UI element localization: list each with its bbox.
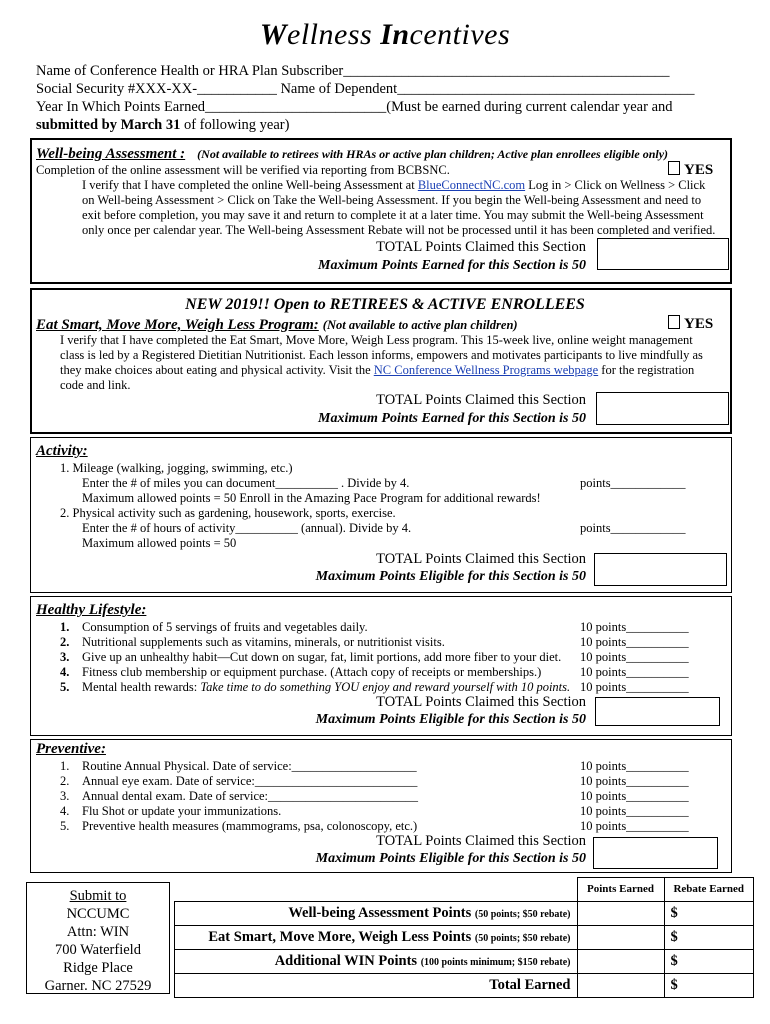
esm-header: Eat Smart, Move More, Weigh Less Program: (Not available to active plan children) [36, 317, 518, 333]
esm-max-label: Maximum Points Earned for this Section is 50 [318, 411, 586, 426]
points-field[interactable]: 10 points__________ [580, 819, 689, 833]
table-row: Well-being Assessment Points (50 points; $50 rebate) $ [175, 901, 754, 925]
healthy-title: Healthy Lifestyle: [36, 602, 147, 618]
year-points-field[interactable]: Year In Which Points Earned_________________________(Must be earned during current calendar year and [36, 99, 673, 115]
submit-to-label: Submit to [69, 888, 127, 904]
table-row [175, 973, 754, 997]
wellbeing-header: Well-being Assessment : (Not available to retirees with HRAs or active plan children; Active plan enrollees eligible only) [36, 146, 669, 162]
list-item[interactable]: 2. Annual eye exam. Date of service:__________________________ [60, 774, 418, 788]
esm-total-label: TOTAL Points Claimed this Section [376, 392, 586, 408]
submit-address [26, 882, 170, 994]
list-item: 4. Fitness club membership or equipment purchase. (Attach copy of receipts or memberships.) [60, 665, 542, 679]
activity-total-label: TOTAL Points Claimed this Section [376, 551, 586, 567]
checkbox-icon [668, 161, 680, 175]
preventive-list [60, 759, 418, 834]
total-rebate-cell[interactable]: $ [664, 973, 754, 997]
healthy-list [60, 620, 570, 695]
activity-title: Activity: [36, 443, 88, 459]
list-item: 5. Mental health rewards: Take time to do something YOU enjoy and reward yourself with 10 points. [60, 680, 571, 694]
list-item[interactable]: 1. Routine Annual Physical. Date of service:____________________ [60, 759, 417, 773]
activity-hours-points[interactable]: points____________ [580, 521, 686, 535]
esm-total-input[interactable] [596, 392, 729, 425]
rebate-cell[interactable]: $ [664, 901, 754, 925]
list-item: 4. Flu Shot or update your immunizations. [60, 804, 282, 818]
page-title: Wellness Incentives [259, 18, 511, 51]
points-field[interactable]: 10 points__________ [580, 665, 689, 679]
total-earned-label: Total Earned [175, 973, 578, 997]
activity-hours-field[interactable]: Enter the # of hours of activity__________ (annual). Divide by 4. [82, 521, 412, 535]
summary-table [174, 877, 754, 998]
preventive-points-column [580, 759, 689, 834]
rebate-cell[interactable]: $ [664, 925, 754, 949]
wellbeing-verification-text: I verify that I have completed the online Well-being Assessment at BlueConnectNC.com Log in > Click on Wellness > Click on Well-being Assessment > Click on Take the Well-being Assessment. If you begin the Well-being Assessment and need to exit before completion, you may save it and return to complete it at a later time. You may submit the Well-being Assessment only once per calendar year. The Well-being Assessment Rebate will not be processed until it has been completed and verified. [82, 178, 716, 237]
activity-miles-field[interactable]: Enter the # of miles you can document__________ . Divide by 4. [82, 476, 410, 490]
list-item: 5. Preventive health measures (mammograms, psa, colonoscopy, etc.) [60, 819, 418, 833]
rebate-cell[interactable]: $ [664, 949, 754, 973]
ssn-dependent-field[interactable]: Social Security #XXX-XX-___________ Name of Dependent_________________________________________ [36, 81, 695, 97]
activity-mileage: 1. Mileage (walking, jogging, swimming, etc.) [60, 461, 293, 475]
points-field[interactable]: 10 points__________ [580, 680, 689, 694]
wellbeing-completion: Completion of the online assessment will be verified via reporting from BCBSNC. [36, 163, 450, 177]
list-item: 2. Nutritional supplements such as vitamins, minerals, or nutritionist visits. [60, 635, 445, 649]
wellness-webpage-link[interactable]: NC Conference Wellness Programs webpage [373, 363, 599, 377]
activity-mileage-max: Maximum allowed points = 50 Enroll in the Amazing Pace Program for additional rewards! [82, 491, 541, 505]
address-line: Garner. NC 27529 [44, 978, 152, 994]
points-field[interactable]: 10 points__________ [580, 804, 689, 818]
activity-hours-max: Maximum allowed points = 50 [82, 536, 237, 550]
wellbeing-total-label: TOTAL Points Claimed this Section [376, 239, 586, 255]
wellbeing-yes-checkbox[interactable]: YES [668, 161, 713, 179]
activity-total-input[interactable] [594, 553, 727, 586]
points-earned-cell[interactable] [577, 949, 664, 973]
points-field[interactable]: 10 points__________ [580, 650, 689, 664]
list-item: 1. Consumption of 5 servings of fruits and vegetables daily. [60, 620, 368, 634]
wellbeing-total-input[interactable] [597, 238, 729, 270]
esm-verification-text: I verify that I have completed the Eat Smart, Move More, Weigh Less program. This 15-week live, online weight management class is led by a Registered Dietitian Nutritionist. Each lesson informs, empowers and motivates participants to live mindfully as they make choices about eating and physical activity. Visit the NC Conference Wellness Programs webpage for the registration code and link. [60, 333, 703, 392]
preventive-total-input[interactable] [593, 837, 718, 869]
points-earned-cell[interactable] [577, 901, 664, 925]
total-points-cell[interactable] [577, 973, 664, 997]
healthy-total-label: TOTAL Points Claimed this Section [376, 694, 586, 710]
preventive-title: Preventive: [36, 741, 106, 757]
list-item[interactable]: 3. Annual dental exam. Date of service:________________________ [60, 789, 419, 803]
healthy-max-label: Maximum Points Eligible for this Section is 50 [315, 712, 586, 727]
points-earned-header: Points Earned [577, 878, 664, 902]
table-header-row [175, 878, 754, 902]
address-line: Attn: WIN [66, 924, 130, 940]
healthy-points-column [580, 620, 689, 695]
esm-yes-checkbox[interactable]: YES [668, 315, 713, 333]
rebate-earned-header: Rebate Earned [664, 878, 754, 902]
address-line: NCCUMC [66, 906, 130, 922]
preventive-max-label: Maximum Points Eligible for this Section is 50 [315, 851, 586, 866]
points-field[interactable]: 10 points__________ [580, 789, 689, 803]
esm-banner: NEW 2019!! Open to RETIREES & ACTIVE ENROLLEES [185, 296, 585, 313]
address-line: 700 Waterfield [55, 942, 141, 958]
activity-max-label: Maximum Points Eligible for this Section is 50 [315, 569, 586, 584]
address-line: Ridge Place [63, 960, 133, 976]
table-row: Additional WIN Points (100 points minimum; $150 rebate) $ [175, 949, 754, 973]
checkbox-icon [668, 315, 680, 329]
activity-physical: 2. Physical activity such as gardening, housework, sports, exercise. [60, 506, 396, 520]
points-field[interactable]: 10 points__________ [580, 635, 689, 649]
table-row: Eat Smart, Move More, Weigh Less Points (50 points; $50 rebate) $ [175, 925, 754, 949]
list-item: 3. Give up an unhealthy habit—Cut down on sugar, fat, limit portions, add more fiber to your diet. [60, 650, 562, 664]
blueconnect-link[interactable]: BlueConnectNC.com [417, 178, 526, 192]
points-field[interactable]: 10 points__________ [580, 774, 689, 788]
subscriber-name-field[interactable]: Name of Conference Health or HRA Plan Subscriber_____________________________________________ [36, 63, 670, 79]
wellbeing-max-label: Maximum Points Earned for this Section is 50 [318, 258, 586, 273]
activity-mileage-points[interactable]: points____________ [580, 476, 686, 490]
submission-deadline: submitted by March 31 of following year) [36, 117, 290, 133]
preventive-total-label: TOTAL Points Claimed this Section [376, 833, 586, 849]
points-field[interactable]: 10 points__________ [580, 759, 689, 773]
healthy-total-input[interactable] [595, 697, 720, 726]
points-earned-cell[interactable] [577, 925, 664, 949]
points-field[interactable]: 10 points__________ [580, 620, 689, 634]
